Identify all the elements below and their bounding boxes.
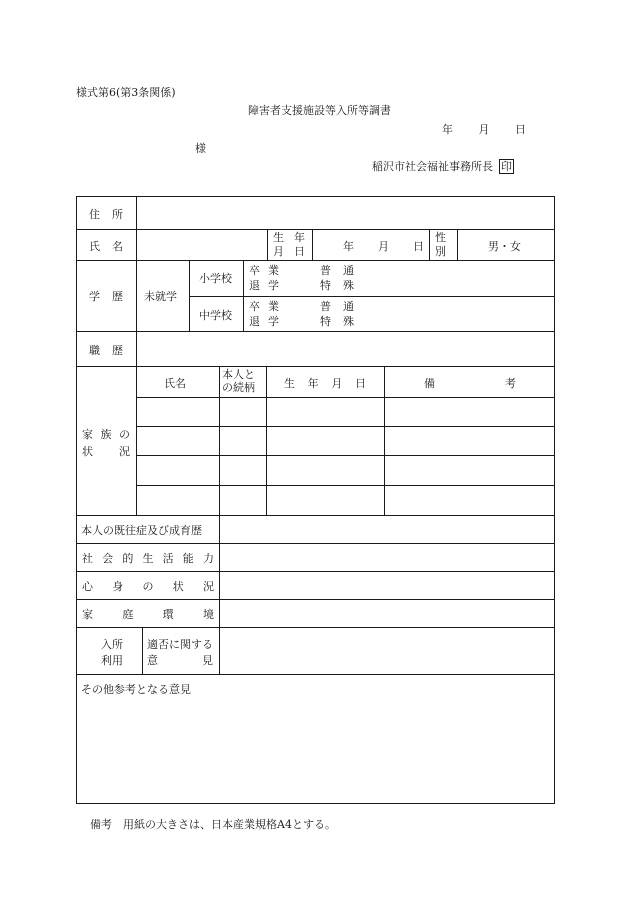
survey-form [76,196,555,804]
family-col-name: 氏名 [164,377,186,390]
family-row-3[interactable] [137,456,553,484]
work-history-label: 職 歴 [89,344,123,357]
mental-physical-label: 心 身 の 状 況 [82,580,214,593]
family-row-4[interactable] [137,486,553,514]
name-field[interactable] [137,230,266,259]
social-ability-label: 社 会 的 生 活 能 力 [82,552,214,565]
name-label: 氏 名 [89,240,123,253]
addressee-suffix: 様 [195,142,206,155]
address-label: 住 所 [89,208,123,221]
other-opinions-field[interactable] [78,697,553,802]
family-col-notes: 備 考 [424,377,516,390]
issuer [372,158,514,174]
admission-use-label: 入所 利用 [101,638,123,667]
social-ability-field[interactable] [220,544,553,570]
address-field[interactable] [137,198,553,228]
sex-label: 性 別 [435,231,446,258]
other-opinions-label: その他参考となる意見 [81,683,191,696]
date-day-label: 日 [515,123,526,136]
elementary-status-options[interactable]: 卒 業 退 学 [249,264,279,292]
junior-high-school-label: 中学校 [199,309,232,322]
elementary-type-options[interactable]: 普 通 特 殊 [320,264,354,292]
home-environment-field[interactable] [220,600,553,626]
birth-date-label: 生 年 月 日 [273,231,305,258]
family-col-birth-date: 生 年 月 日 [284,377,366,390]
suitability-opinion-field[interactable] [220,628,553,673]
medical-history-field[interactable] [220,516,553,542]
elementary-school-label: 小学校 [199,272,232,285]
education-none-option[interactable]: 未就学 [144,290,177,303]
family-col-relation: 本人と の続柄 [222,368,255,394]
junior-high-type-options[interactable]: 普 通 特 殊 [320,300,354,328]
date-year-label: 年 [442,123,453,136]
issue-date [442,121,526,137]
family-row-2[interactable] [137,427,553,454]
work-history-field[interactable] [137,332,553,365]
issuer-name: 稲沢市社会福祉事務所長 [372,160,493,173]
family-status-label: 家 族 の 状 況 [82,428,130,458]
suitability-opinion-label: 適否に関する 意 見 [147,638,213,667]
footer-note: 備考 用紙の大きさは、日本産業規格A4とする。 [90,818,336,831]
date-month-label: 月 [478,123,490,136]
junior-high-status-options[interactable]: 卒 業 退 学 [249,300,279,328]
mental-physical-field[interactable] [220,572,553,598]
family-row-1[interactable] [137,398,553,425]
education-label: 学 歴 [89,290,123,303]
page-title: 障害者支援施設等入所等調書 [248,104,391,117]
sex-options[interactable]: 男・女 [488,240,521,253]
medical-history-label: 本人の既往症及び成育歴 [81,524,202,537]
form-number: 様式第6(第3条関係) [76,86,176,99]
home-environment-label: 家 庭 環 境 [82,608,214,621]
birth-date-field[interactable]: 年 月 日 [343,240,424,253]
seal-mark: 印 [501,160,512,173]
